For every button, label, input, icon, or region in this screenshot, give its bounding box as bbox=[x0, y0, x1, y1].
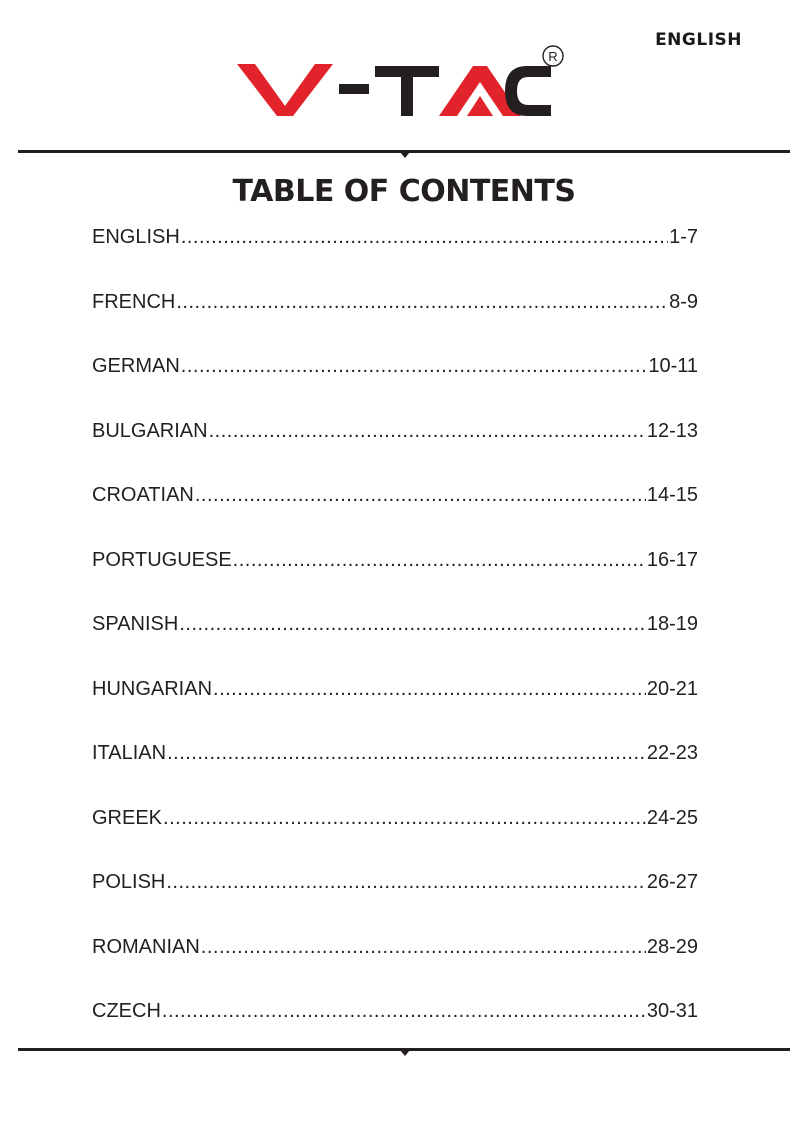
logo-letter-c bbox=[505, 66, 551, 116]
toc-entry bbox=[92, 807, 698, 872]
toc-leader-dots bbox=[181, 226, 668, 249]
toc-entry-language: GERMAN bbox=[92, 355, 180, 377]
toc-entry-language: PORTUGUESE bbox=[92, 548, 232, 571]
toc-entry-pages: 28-29 bbox=[646, 935, 698, 958]
top-divider bbox=[18, 150, 790, 153]
v-tac-logo bbox=[235, 44, 565, 118]
toc-entry-pages: 16-17 bbox=[646, 548, 698, 571]
toc-leader-dots bbox=[181, 355, 648, 378]
toc-entry bbox=[92, 484, 698, 549]
toc-entry-pages: 10-11 bbox=[648, 355, 698, 377]
toc-entry-pages: 30-31 bbox=[646, 1000, 698, 1022]
toc-entry-pages: 1-7 bbox=[669, 226, 698, 248]
registered-mark-letter: R bbox=[548, 49, 558, 64]
toc-leader-dots bbox=[167, 742, 646, 765]
toc-entry-language: SPANISH bbox=[92, 613, 179, 635]
toc-entry bbox=[92, 613, 698, 678]
toc-entry-pages: 20-21 bbox=[646, 677, 698, 700]
toc-entry-pages: 12-13 bbox=[646, 419, 698, 442]
toc-entry bbox=[92, 1000, 698, 1065]
language-tag: ENGLISH bbox=[655, 30, 742, 50]
toc-list bbox=[92, 226, 698, 1065]
logo-dash bbox=[339, 84, 369, 94]
bottom-divider bbox=[18, 1048, 790, 1051]
toc-entry-pages: 26-27 bbox=[646, 871, 698, 893]
toc-entry-language: POLISH bbox=[92, 871, 166, 893]
toc-entry-language: BULGARIAN bbox=[92, 419, 208, 442]
toc-entry-language: ENGLISH bbox=[92, 226, 180, 248]
toc-entry-language: HUNGARIAN bbox=[92, 677, 213, 700]
toc-entry bbox=[92, 936, 698, 1001]
toc-entry bbox=[92, 742, 698, 807]
toc-entry-pages: 8-9 bbox=[669, 290, 698, 313]
toc-entry bbox=[92, 871, 698, 936]
page-title: TABLE OF CONTENTS bbox=[232, 174, 576, 209]
logo-letter-v bbox=[237, 64, 333, 116]
toc-leader-dots bbox=[176, 291, 668, 314]
toc-entry-language: GREEK bbox=[92, 806, 163, 829]
toc-leader-dots bbox=[213, 678, 646, 701]
toc-leader-dots bbox=[162, 1000, 646, 1023]
toc-entry-pages: 14-15 bbox=[646, 484, 698, 506]
toc-entry bbox=[92, 226, 698, 291]
toc-entry-pages: 22-23 bbox=[646, 742, 698, 764]
toc-entry bbox=[92, 291, 698, 356]
toc-entry-pages: 18-19 bbox=[646, 613, 698, 635]
toc-leader-dots bbox=[163, 807, 646, 830]
toc-leader-dots bbox=[209, 420, 646, 443]
toc-leader-dots bbox=[179, 613, 646, 636]
toc-entry bbox=[92, 420, 698, 485]
toc-entry bbox=[92, 355, 698, 420]
toc-entry-language: FRENCH bbox=[92, 290, 176, 313]
toc-entry bbox=[92, 678, 698, 743]
toc-leader-dots bbox=[195, 484, 646, 507]
toc-entry-language: ITALIAN bbox=[92, 742, 167, 764]
toc-entry bbox=[92, 549, 698, 614]
toc-leader-dots bbox=[166, 871, 645, 894]
logo-letter-t-stem bbox=[401, 66, 413, 116]
toc-leader-dots bbox=[233, 549, 646, 572]
toc-entry-language: CROATIAN bbox=[92, 484, 194, 506]
toc-entry-pages: 24-25 bbox=[646, 806, 698, 829]
toc-leader-dots bbox=[201, 936, 646, 959]
toc-entry-language: CZECH bbox=[92, 1000, 161, 1022]
toc-entry-language: ROMANIAN bbox=[92, 935, 200, 958]
